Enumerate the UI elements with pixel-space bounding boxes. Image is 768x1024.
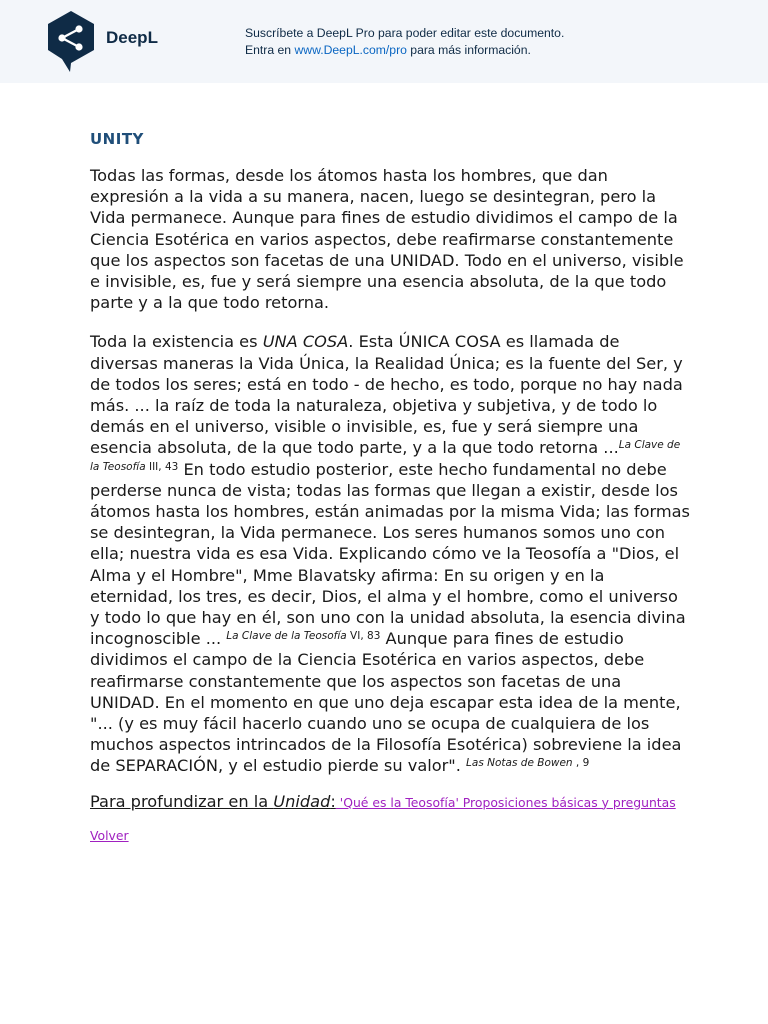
back-link-container bbox=[90, 828, 690, 843]
promo-line-2-prefix: Entra en bbox=[245, 43, 295, 57]
citation-2-ref: VI, 83 bbox=[346, 630, 381, 643]
p2-emphasis: UNA COSA bbox=[262, 332, 349, 352]
promo-message bbox=[245, 25, 564, 59]
deepl-logo-icon bbox=[46, 10, 96, 72]
p2-part-b: . Esta ÚNICA COSA es llamada de diversas maneras la Vida Única, la Realidad Única; es la fuente del Ser, y de todos los seres; está en todo - de hecho, es todo, porque no hay nada más. ... la raíz de toda la naturaleza, objetiva y subjetiva, y de todo lo demás en el universo, visible o invisible, es, fue y será siempre una esencia absoluta, de la que todo parte, y a la que todo retorna ... bbox=[90, 332, 683, 458]
citation-3-ref: , 9 bbox=[572, 757, 590, 770]
back-link[interactable]: Volver bbox=[90, 827, 129, 843]
promo-line-1: Suscríbete a DeepL Pro para poder editar este documento. bbox=[245, 26, 565, 40]
further-reading-label-text: Para profundizar en la bbox=[90, 791, 274, 811]
further-reading-link[interactable]: 'Qué es la Teosofía' Proposiciones básicas y preguntas bbox=[335, 794, 676, 810]
citation-3-title: Las Notas de Bowen bbox=[466, 757, 573, 770]
further-reading-label bbox=[90, 792, 336, 811]
p2-part-d: Aunque para fines de estudio dividimos el campo de la Ciencia Esotérica en varios aspectos, debe reafirmarse constantemente que los aspectos son facetas de una UNIDAD. En el momento en que uno deja escapar esta idea de la mente, "... (y es muy fácil hacerlo cuando uno se ocupa de cualquiera de los muchos aspectos intrincados de la Filosofía Esotérica) sobreviene la idea de SEPARACIÓN, y el estudio pierde su valor". bbox=[90, 629, 682, 776]
further-reading-label-emphasis: Unidad bbox=[273, 791, 331, 811]
p2-part-c: En todo estudio posterior, este hecho fundamental no debe perderse nunca de vista; todas las formas que llegan a existir, desde los átomos hasta los hombres, están animadas por la misma Vida; las formas se desintegran, la Vida permanece. Los seres humanos somos uno con ella; nuestra vida es esa Vida. Explicando cómo ve la Teosofía a "Dios, el Alma y el Hombre", Mme Blavatsky afirma: En su origen y en la eternidad, los tres, es decir, Dios, el alma y el hombre, como el universo y todo lo que hay en él, son uno con la unidad absoluta, la esencia divina incognoscible ... bbox=[90, 459, 690, 649]
deepl-logo-text: DeepL bbox=[106, 28, 158, 47]
deepl-pro-link[interactable]: www.DeepL.com/pro bbox=[294, 43, 407, 57]
citation-1-title: La Clave de la Teosofía bbox=[90, 439, 681, 473]
further-reading-colon: : bbox=[330, 791, 336, 811]
paragraph-1: Todas las formas, desde los átomos hasta los hombres, que dan expresión a la vida a su manera, nacen, luego se desintegran, pero la Vida permanece. Aunque para fines de estudio dividimos el campo de la Ciencia Esotérica en varios aspectos, debe reafirmarse constantemente que los aspectos son facetas de una UNIDAD. Todo en el universo, visible e invisible, es, fue y será siempre una esencia absoluta, de la que todo parte y a la que todo retorna. bbox=[90, 166, 684, 313]
p2-part-a: Toda la existencia es bbox=[90, 332, 263, 352]
deepl-banner bbox=[0, 0, 768, 83]
further-reading bbox=[90, 793, 690, 811]
promo-line-2-suffix: para más información. bbox=[406, 43, 531, 57]
paragraph-2 bbox=[90, 331, 690, 776]
document-body bbox=[90, 128, 690, 843]
document-title: UNITY bbox=[90, 130, 144, 148]
citation-2 bbox=[226, 630, 380, 642]
citation-2-title: La Clave de la Teosofía bbox=[226, 630, 347, 643]
citation-3 bbox=[466, 757, 589, 769]
promo-line-2 bbox=[245, 42, 564, 59]
citation-1-ref: III, 43 bbox=[145, 460, 179, 473]
deepl-logo[interactable] bbox=[46, 10, 158, 72]
